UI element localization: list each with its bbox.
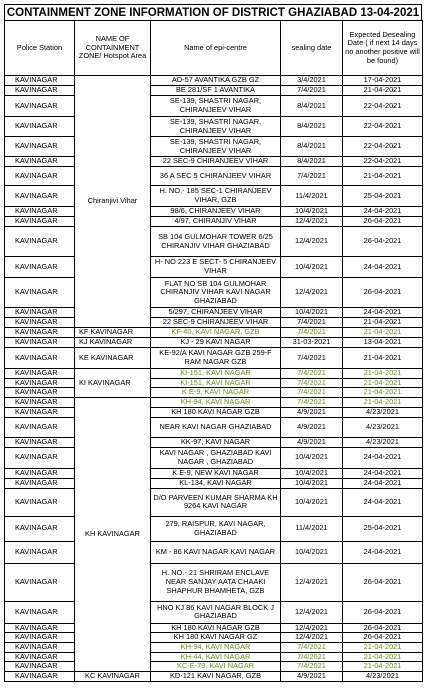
police-station-cell: KAVINAGAR: [5, 186, 75, 207]
desealing-date-cell: 25-04-2021: [343, 186, 423, 207]
epi-centre-cell: KH-94, KAVI NAGAR: [151, 642, 281, 652]
header-row: [5, 21, 423, 76]
sealing-date-cell: 7/4/2021: [281, 318, 343, 328]
table-row: [5, 447, 423, 468]
zone-name-cell: KJ KAVINAGAR: [75, 338, 151, 348]
table-row: [5, 217, 423, 227]
desealing-date-cell: 21-04-2021: [343, 328, 423, 338]
desealing-date-cell: 26-04-2021: [343, 601, 423, 623]
table-row: [5, 652, 423, 662]
sealing-date-cell: 7/4/2021: [281, 397, 343, 407]
sealing-date-cell: 7/4/2021: [281, 328, 343, 338]
sealing-date-cell: 4/9/2021: [281, 417, 343, 437]
epi-centre-cell: BE 281/SF 1 AVANTIKA: [151, 86, 281, 96]
table-row: [5, 257, 423, 278]
police-station-cell: KAVINAGAR: [5, 468, 75, 478]
epi-centre-cell: KD-121 KAVI NAGAR, GZB: [151, 671, 281, 681]
table-row: [5, 378, 423, 388]
table-row: [5, 328, 423, 338]
desealing-date-cell: 24-04-2021: [343, 308, 423, 318]
sealing-date-cell: 4/9/2021: [281, 671, 343, 681]
header-zone-name: NAME OF CONTAINMENT ZONE/ Hotspot Area: [75, 21, 151, 76]
desealing-date-cell: 26-04-2021: [343, 563, 423, 601]
police-station-cell: KAVINAGAR: [5, 96, 75, 117]
sealing-date-cell: 12/4/2021: [281, 217, 343, 227]
table-row: [5, 563, 423, 601]
sealing-date-cell: 12/4/2021: [281, 633, 343, 643]
desealing-date-cell: 24-04-2021: [343, 447, 423, 468]
police-station-cell: KAVINAGAR: [5, 348, 75, 369]
sealing-date-cell: 12/4/2021: [281, 563, 343, 601]
sealing-date-cell: 7/4/2021: [281, 378, 343, 388]
epi-centre-cell: KH 180 KAVI NAGAR GZB: [151, 623, 281, 633]
epi-centre-cell: 98/6, CHIRANJEEV VIHAR: [151, 207, 281, 217]
epi-centre-cell: KH 180 KAVI NAGAR GZ: [151, 633, 281, 643]
police-station-cell: KAVINAGAR: [5, 437, 75, 447]
epi-centre-cell: KK-97, KAVI NAGAR: [151, 437, 281, 447]
epi-centre-cell: K E-9, NEW KAVI NAGAR: [151, 468, 281, 478]
police-station-cell: KAVINAGAR: [5, 278, 75, 308]
table-row: [5, 207, 423, 217]
epi-centre-cell: HNO KJ 86 KAVI NAGAR BLOCK J GHAZIABAD: [151, 601, 281, 623]
desealing-date-cell: 4/23/2021: [343, 437, 423, 447]
epi-centre-cell: H. NO.- 21 SHRIRAM ENCLAVE NEAR SANJAY AATA CHAAKI SHAPHUR BHAMHETA, GZB: [151, 563, 281, 601]
epi-centre-cell: 22 SEC-9 CHIRANJEEV VIHAR: [151, 318, 281, 328]
desealing-date-cell: 22-04-2021: [343, 117, 423, 137]
police-station-cell: KAVINAGAR: [5, 338, 75, 348]
desealing-date-cell: 21-04-2021: [343, 318, 423, 328]
epi-centre-cell: KC-E-79, KAVI NAGAR: [151, 662, 281, 672]
table-row: [5, 338, 423, 348]
table-row: [5, 86, 423, 96]
sealing-date-cell: 7/4/2021: [281, 642, 343, 652]
epi-centre-cell: H- NO 223 E SECT- 5 CHIRANJEEV VIHAR: [151, 257, 281, 278]
table-row: [5, 318, 423, 328]
table-row: [5, 516, 423, 541]
police-station-cell: KAVINAGAR: [5, 652, 75, 662]
police-station-cell: KAVINAGAR: [5, 378, 75, 388]
table-row: [5, 388, 423, 398]
desealing-date-cell: 24-04-2021: [343, 541, 423, 563]
table-row: [5, 601, 423, 623]
sealing-date-cell: 11/4/2021: [281, 186, 343, 207]
epi-centre-cell: 22 SEC-9 CHIRANJEEV VIHAR: [151, 157, 281, 167]
sealing-date-cell: 7/4/2021: [281, 652, 343, 662]
sealing-date-cell: 7/4/2021: [281, 662, 343, 672]
table-row: [5, 407, 423, 417]
table-row: [5, 633, 423, 643]
sealing-date-cell: 12/4/2021: [281, 278, 343, 308]
desealing-date-cell: 26-04-2021: [343, 623, 423, 633]
epi-centre-cell: SE-139, SHASTRI NAGAR, CHIRANJEEV VIHAR: [151, 137, 281, 157]
epi-centre-cell: KL-134, KAVI NAGAR: [151, 478, 281, 488]
police-station-cell: KAVINAGAR: [5, 601, 75, 623]
epi-centre-cell: KJ - 29 KAVI NAGAR: [151, 338, 281, 348]
desealing-date-cell: 4/23/2021: [343, 671, 423, 681]
desealing-date-cell: 4/23/2021: [343, 417, 423, 437]
sealing-date-cell: 12/4/2021: [281, 601, 343, 623]
table-row: [5, 157, 423, 167]
desealing-date-cell: 21-04-2021: [343, 642, 423, 652]
desealing-date-cell: 4/23/2021: [343, 407, 423, 417]
epi-centre-cell: FLAT NO SB 104 GULMOHAR CHIRANJIV VIHAR KAVI NAGAR GHAZIABAD: [151, 278, 281, 308]
police-station-cell: KAVINAGAR: [5, 563, 75, 601]
desealing-date-cell: 21-04-2021: [343, 348, 423, 369]
police-station-cell: KAVINAGAR: [5, 478, 75, 488]
table-row: [5, 397, 423, 407]
table-row: [5, 227, 423, 257]
sealing-date-cell: 4/9/2021: [281, 407, 343, 417]
police-station-cell: KAVINAGAR: [5, 117, 75, 137]
sealing-date-cell: 8/4/2021: [281, 137, 343, 157]
desealing-date-cell: 21-04-2021: [343, 388, 423, 398]
police-station-cell: KAVINAGAR: [5, 516, 75, 541]
table-row: [5, 468, 423, 478]
police-station-cell: KAVINAGAR: [5, 207, 75, 217]
sealing-date-cell: 10/4/2021: [281, 257, 343, 278]
epi-centre-cell: 5/297, CHIRANJEEV VIHAR: [151, 308, 281, 318]
table-row: [5, 167, 423, 186]
desealing-date-cell: 24-04-2021: [343, 468, 423, 478]
table-row: [5, 96, 423, 117]
header-epi-centre: Name of epi-centre: [151, 21, 281, 76]
table-row: [5, 308, 423, 318]
sealing-date-cell: 7/4/2021: [281, 388, 343, 398]
epi-centre-cell: KF-40, KAVI NAGAR, GZB: [151, 328, 281, 338]
sealing-date-cell: 8/4/2021: [281, 117, 343, 137]
sealing-date-cell: 10/4/2021: [281, 488, 343, 516]
header-desealing-date: Expected Desealing Date ( if next 14 days no another positive will be found): [343, 21, 423, 76]
desealing-date-cell: 24-04-2021: [343, 207, 423, 217]
epi-centre-cell: SE-139, SHASTRI NAGAR, CHIRANJEEV VIHAR: [151, 96, 281, 117]
police-station-cell: KAVINAGAR: [5, 86, 75, 96]
police-station-cell: KAVINAGAR: [5, 257, 75, 278]
table-row: [5, 278, 423, 308]
police-station-cell: KAVINAGAR: [5, 157, 75, 167]
epi-centre-cell: KH 180 KAVI NAGAR GZB: [151, 407, 281, 417]
table-row: [5, 348, 423, 369]
desealing-date-cell: 21-04-2021: [343, 86, 423, 96]
epi-centre-cell: KH-94, KAVI NAGAR: [151, 397, 281, 407]
desealing-date-cell: 25-04-2021: [343, 516, 423, 541]
table-row: [5, 437, 423, 447]
sealing-date-cell: 31-03-2021: [281, 338, 343, 348]
table-row: [5, 117, 423, 137]
police-station-cell: KAVINAGAR: [5, 137, 75, 157]
desealing-date-cell: 26-04-2021: [343, 278, 423, 308]
epi-centre-cell: KE-92/A KAVI NAGAR GZB 259-F RAM NAGAR GZB: [151, 348, 281, 369]
containment-zone-table: [4, 20, 423, 682]
epi-centre-cell: H. NO.- 185 SEC-1 CHIRANJEEV VIHAR, GZB: [151, 186, 281, 207]
sealing-date-cell: 8/4/2021: [281, 96, 343, 117]
desealing-date-cell: 24-04-2021: [343, 257, 423, 278]
sealing-date-cell: 10/4/2021: [281, 478, 343, 488]
document-title: CONTAINMENT ZONE INFORMATION OF DISTRICT GHAZIABAD 13-04-2021: [4, 4, 422, 21]
police-station-cell: KAVINAGAR: [5, 388, 75, 398]
police-station-cell: KAVINAGAR: [5, 623, 75, 633]
police-station-cell: KAVINAGAR: [5, 417, 75, 437]
sealing-date-cell: 10/4/2021: [281, 447, 343, 468]
desealing-date-cell: 26-04-2021: [343, 227, 423, 257]
epi-centre-cell: AD-57 AVANTIKA GZB GZ: [151, 76, 281, 86]
sealing-date-cell: 12/4/2021: [281, 623, 343, 633]
police-station-cell: KAVINAGAR: [5, 227, 75, 257]
desealing-date-cell: 21-04-2021: [343, 652, 423, 662]
desealing-date-cell: 21-04-2021: [343, 378, 423, 388]
epi-centre-cell: KI-151, KAVI NAGAR: [151, 369, 281, 379]
header-sealing-date: sealing date: [281, 21, 343, 76]
sealing-date-cell: 10/4/2021: [281, 308, 343, 318]
police-station-cell: KAVINAGAR: [5, 407, 75, 417]
desealing-date-cell: 24-04-2021: [343, 488, 423, 516]
epi-centre-cell: SB 104 GULMOHAR TOWER 6/25 CHIRANJIV VIHAR GHAZIABAD: [151, 227, 281, 257]
header-police-station: Police Station: [5, 21, 75, 76]
zone-name-cell: KE KAVINAGAR: [75, 348, 151, 369]
table-row: [5, 488, 423, 516]
desealing-date-cell: 21-04-2021: [343, 369, 423, 379]
police-station-cell: KAVINAGAR: [5, 541, 75, 563]
epi-centre-cell: NEAR KAVI NAGAR GHAZIABAD: [151, 417, 281, 437]
epi-centre-cell: SE-139, SHASTRI NAGAR, CHIRANJEEV VIHAR: [151, 117, 281, 137]
police-station-cell: KAVINAGAR: [5, 662, 75, 672]
police-station-cell: KAVINAGAR: [5, 447, 75, 468]
table-row: [5, 541, 423, 563]
epi-centre-cell: 36 A SEC 5 CHIRANJEEV VIHAR: [151, 167, 281, 186]
zone-name-cell: Chiranjivi Vihar: [75, 76, 151, 328]
table-row: [5, 642, 423, 652]
sealing-date-cell: 10/4/2021: [281, 468, 343, 478]
zone-name-cell: KI KAVINAGAR: [75, 369, 151, 398]
police-station-cell: KAVINAGAR: [5, 217, 75, 227]
zone-name-cell: KH KAVINAGAR: [75, 397, 151, 671]
sealing-date-cell: 10/4/2021: [281, 207, 343, 217]
table-row: [5, 76, 423, 86]
table-row: [5, 662, 423, 672]
police-station-cell: KAVINAGAR: [5, 642, 75, 652]
sealing-date-cell: 8/4/2021: [281, 157, 343, 167]
police-station-cell: KAVINAGAR: [5, 76, 75, 86]
desealing-date-cell: 21-04-2021: [343, 397, 423, 407]
desealing-date-cell: 26-04-2021: [343, 217, 423, 227]
police-station-cell: KAVINAGAR: [5, 167, 75, 186]
sealing-date-cell: 7/4/2021: [281, 167, 343, 186]
table-row: [5, 623, 423, 633]
desealing-date-cell: 17-04-2021: [343, 76, 423, 86]
epi-centre-cell: KM - 86 KAVI NAGAR KAVI NAGAR: [151, 541, 281, 563]
epi-centre-cell: KI-151, KAVI NAGAR: [151, 378, 281, 388]
sealing-date-cell: 10/4/2021: [281, 541, 343, 563]
table-row: [5, 369, 423, 379]
epi-centre-cell: KAVI NAGAR , GHAZIABAD KAVI NAGAR , GHAZIABAD: [151, 447, 281, 468]
sealing-date-cell: 3/4/2021: [281, 76, 343, 86]
zone-name-cell: KC KAVINAGAR: [75, 671, 151, 681]
desealing-date-cell: 26-04-2021: [343, 633, 423, 643]
sealing-date-cell: 7/4/2021: [281, 86, 343, 96]
epi-centre-cell: K E-9, KAVI NAGAR: [151, 388, 281, 398]
table-row: [5, 137, 423, 157]
table-row: [5, 671, 423, 681]
epi-centre-cell: D/O PARVEEN KUMAR SHARMA KH 9264 KAVI NAGAR: [151, 488, 281, 516]
desealing-date-cell: 24-04-2021: [343, 478, 423, 488]
desealing-date-cell: 22-04-2021: [343, 157, 423, 167]
police-station-cell: KAVINAGAR: [5, 488, 75, 516]
epi-centre-cell: KH-44, KAVI NAGAR: [151, 652, 281, 662]
epi-centre-cell: 4/97, CHIRANJIV VIHAR: [151, 217, 281, 227]
table-row: [5, 186, 423, 207]
zone-name-cell: KF KAVINAGAR: [75, 328, 151, 338]
desealing-date-cell: 22-04-2021: [343, 137, 423, 157]
sealing-date-cell: 7/4/2021: [281, 369, 343, 379]
police-station-cell: KAVINAGAR: [5, 328, 75, 338]
police-station-cell: KAVINAGAR: [5, 671, 75, 681]
desealing-date-cell: 21-04-2021: [343, 167, 423, 186]
epi-centre-cell: 279, RAISPUR, KAVI NAGAR, GHAZIABAD: [151, 516, 281, 541]
police-station-cell: KAVINAGAR: [5, 308, 75, 318]
sealing-date-cell: 11/4/2021: [281, 516, 343, 541]
table-row: [5, 478, 423, 488]
table-row: [5, 417, 423, 437]
police-station-cell: KAVINAGAR: [5, 369, 75, 379]
desealing-date-cell: 13-04-2021: [343, 338, 423, 348]
desealing-date-cell: 21-04-2021: [343, 662, 423, 672]
sealing-date-cell: 12/4/2021: [281, 227, 343, 257]
police-station-cell: KAVINAGAR: [5, 633, 75, 643]
police-station-cell: KAVINAGAR: [5, 397, 75, 407]
sealing-date-cell: 7/4/2021: [281, 348, 343, 369]
desealing-date-cell: 22-04-2021: [343, 96, 423, 117]
sealing-date-cell: 4/9/2021: [281, 437, 343, 447]
police-station-cell: KAVINAGAR: [5, 318, 75, 328]
